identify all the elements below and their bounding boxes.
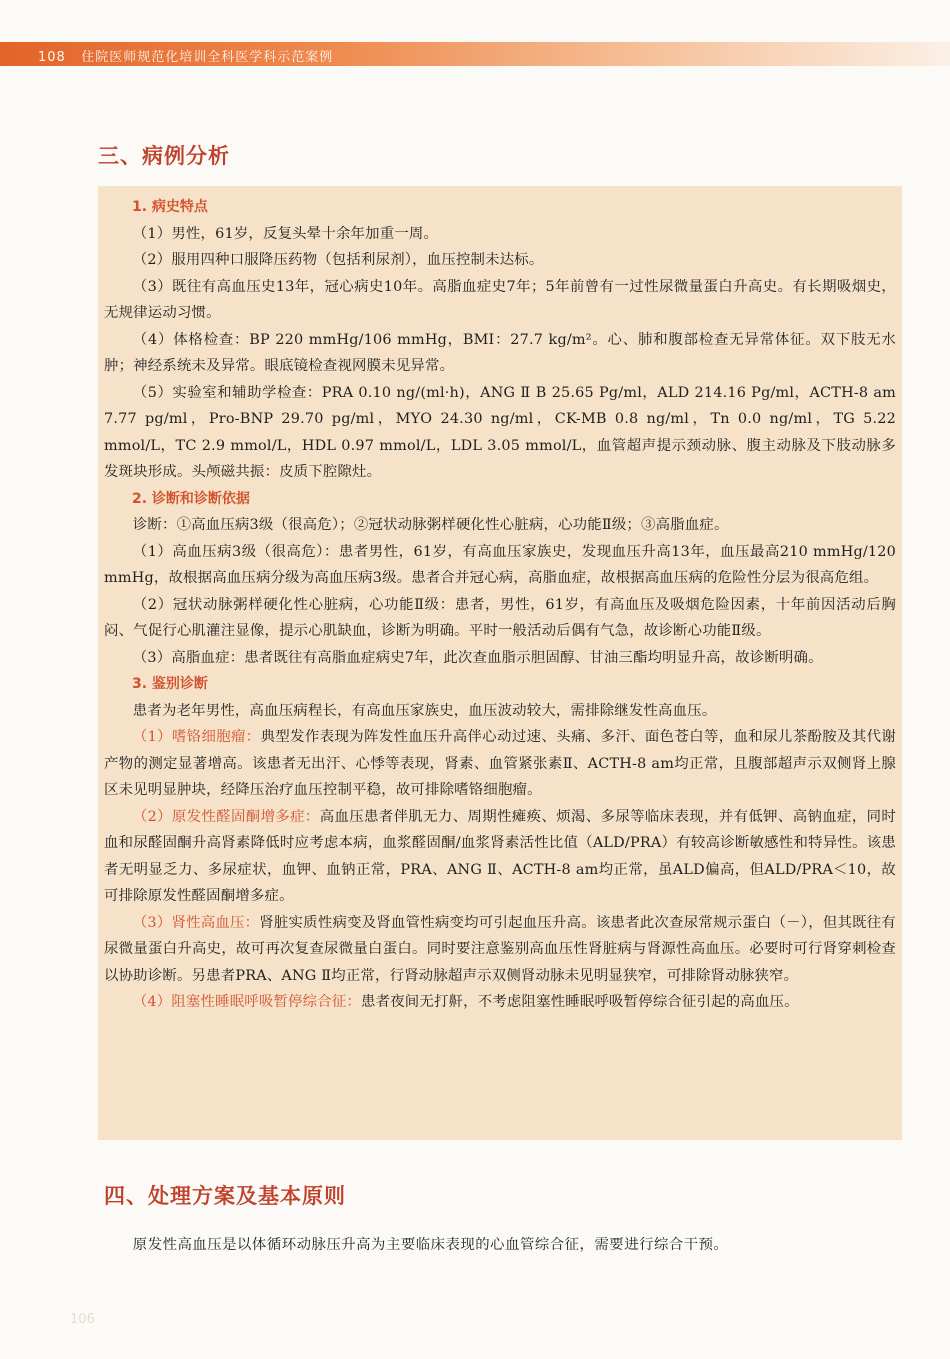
- differential-item-3: [104, 910, 896, 990]
- page-number: 108: [38, 50, 66, 65]
- differential-label-2: （2）原发性醛固酮增多症：: [132, 808, 320, 825]
- subsection-history-title: 1. 病史特点: [132, 199, 208, 215]
- differential-text-4: 患者夜间无打鼾，不考虑阻塞性睡眠呼吸暂停综合征引起的高血压。: [361, 994, 799, 1010]
- subsection-diagnosis-title: 2. 诊断和诊断依据: [132, 490, 250, 507]
- section-title-treatment: 四、处理方案及基本原则: [104, 1183, 346, 1208]
- diagnosis-basis-3: （3）高脂血症：患者既往有高脂血症病史7年，此次查血脂示胆固醇、甘油三酯均明显升高，故诊断明确。: [132, 649, 823, 666]
- differential-text-3: 肾脏实质性病变及肾血管性病变均可引起血压升高。该患者此次查尿常规示蛋白（－），但其既往有尿微量蛋白升高史，故可再次复查尿微量白蛋白。同时要注意鉴别高血压性肾脏病与肾源性高血压。必要时可行肾穿刺检查以协助诊断。另患者PRA、ANG Ⅱ均正常，行肾动脉超声示双侧肾动脉未见明显狭窄，可排除肾动脉狭窄。: [104, 914, 896, 984]
- bleed-through-page-number: 106: [70, 1312, 95, 1327]
- differential-label-4: （4）阻塞性睡眠呼吸暂停综合征：: [132, 994, 362, 1010]
- differential-label-3: （3）肾性高血压：: [132, 914, 260, 931]
- history-item-3: （3）既往有高血压史13年，冠心病史10年。高脂血症史7年；5年前曾有一过性尿微量蛋白升高史。有长期吸烟史，无规律运动习惯。: [104, 278, 896, 321]
- running-header: [38, 46, 333, 65]
- history-item-4: （4）体格检查：BP 220 mmHg/106 mmHg，BMI：27.7 kg/m²。心、肺和腹部检查无异常体征。双下肢无水肿；神经系统未及异常。眼底镜检查视网膜未见异常。: [104, 331, 896, 374]
- differential-text-2: 高血压患者伴肌无力、周期性瘫痪、烦渴、多尿等临床表现，并有低钾、高钠血症，同时血和尿醛固酮升高肾素降低时应考虑本病，血浆醛固酮/血浆肾素活性比值（ALD/PRA）有较高诊断敏感性和特异性。该患者无明显乏力、多尿症状，血钾、血钠正常，PRA、ANG Ⅱ、ACTH-8 am均正常，虽ALD偏高，但ALD/PRA＜10，故可排除原发性醛固酮增多症。: [104, 808, 896, 904]
- differential-item-2: [104, 804, 896, 910]
- differential-label-1: （1）嗜铬细胞瘤：: [132, 729, 261, 745]
- diagnosis-basis-1: （1）高血压病3级（很高危）：患者男性，61岁，有高血压家族史，发现血压升高13年，血压最高210 mmHg/120 mmHg，故根据高血压病分级为高血压病3级。患者合并冠心病，高脂血症，故根据高血压病的危险性分层为很高危组。: [104, 543, 896, 586]
- history-item-5: （5）实验室和辅助学检查：PRA 0.10 ng/(ml·h)，ANG Ⅱ B 25.65 Pg/ml，ALD 214.16 Pg/ml，ACTH-8 am 7.77 pg/ml，Pro-BNP 29.70 pg/ml，MYO 24.30 ng/ml，CK-MB 0.8 ng/ml，Tn 0.0 ng/ml，TG 5.22 mmol/L，TC 2.9 mmol/L，HDL 0.97 mmol/L，LDL 3.05 mmol/L，血管超声提示颈动脉、腹主动脉及下肢动脉多发斑块形成。头颅磁共振：皮质下腔隙灶。: [104, 384, 896, 480]
- differential-item-1: [104, 724, 896, 804]
- differential-item-4: [104, 989, 896, 1016]
- case-analysis-panel: [98, 186, 902, 1140]
- diagnosis-basis-2: （2）冠状动脉粥样硬化性心脏病，心功能Ⅱ级：患者，男性，61岁，有高血压及吸烟危险因素，十年前因活动后胸闷、气促行心肌灌注显像，提示心肌缺血，诊断为明确。平时一般活动后偶有气急，故诊断心功能Ⅱ级。: [104, 596, 896, 639]
- book-title: 住院医师规范化培训全科医学科示范案例: [81, 50, 334, 65]
- subsection-differential-title: 3. 鉴别诊断: [132, 676, 208, 692]
- history-item-1: （1）男性，61岁，反复头晕十余年加重一周。: [132, 225, 439, 242]
- section-title-case-analysis: 三、病例分析: [98, 143, 230, 168]
- differential-text-1: 典型发作表现为阵发性血压升高伴心动过速、头痛、多汗、面色苍白等，血和尿儿茶酚胺及其代谢产物的测定显著增高。该患者无出汗、心悸等表现，肾素、血管紧张素Ⅱ、ACTH-8 am均正常，且腹部超声示双侧肾上腺区未见明显肿块，经降压治疗血压控制平稳，故可排除嗜铬细胞瘤。: [104, 729, 896, 798]
- history-item-2: （2）服用四种口服降压药物（包括利尿剂），血压控制未达标。: [132, 252, 544, 268]
- treatment-paragraph: 原发性高血压是以体循环动脉压升高为主要临床表现的心血管综合征，需要进行综合干预。: [132, 1237, 729, 1253]
- diagnosis-summary: 诊断：①高血压病3级（很高危）；②冠状动脉粥样硬化性心脏病，心功能Ⅱ级；③高脂血症。: [132, 517, 729, 533]
- differential-intro: 患者为老年男性，高血压病程长，有高血压家族史，血压波动较大，需排除继发性高血压。: [132, 702, 717, 719]
